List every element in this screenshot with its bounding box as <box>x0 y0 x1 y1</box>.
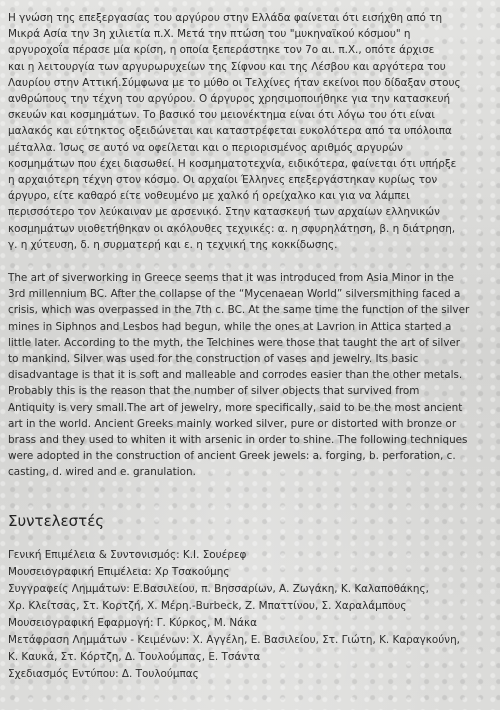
english-line: brass and they used to whiten it with arsenic in order to shine. The following techniques <box>8 434 468 447</box>
credit-line: Κ. Καυκά, Στ. Κόρτζη, Δ. Τουλούμπας, Ε. Τσάντα <box>8 651 261 663</box>
english-line: Antiquity is very small.The art of jewelry, more specifically, said to be the most ancient <box>8 401 463 414</box>
english-line: Probably this is the reason that the number of silver objects that survived from <box>8 385 420 398</box>
greek-line: Μικρά Ασία την 3η χιλιετία π.Χ. Μετά την πτώση του "μυκηναϊκού κόσμου" η <box>8 28 411 41</box>
greek-line: κοσμημάτων υιοθετήθηκαν οι ακόλουθες τεχνικές: α. η σφυρηλάτηση, β. η διάτρηση, <box>8 222 456 235</box>
english-line: were adopted in the construction of ancient Greek jewels: a. forging, b. perforation, c. <box>8 450 456 463</box>
english-line: little later. According to the myth, the Telchines were those that taught the art of silver <box>8 336 461 349</box>
credit-line: Σχεδιασμός Εντύπου: Δ. Τουλούμπας <box>8 668 199 680</box>
english-paragraph <box>8 270 492 481</box>
english-line: 3rd millennium BC. After the collapse of the “Mycenaean World” silversmithing faced a <box>8 288 461 301</box>
credit-line: Χρ. Κλείτσας, Στ. Κορτζή, Χ. Μέρη.-Burbeck, Ζ. Μπαττίνου, Σ. Χαραλάμπους <box>8 600 407 612</box>
credits-heading: Συντελεστές <box>8 512 105 530</box>
greek-line: και η λειτουργία των αργυρωρυχείων της Σίφνου και της Λέσβου και αργότερα του <box>8 60 446 73</box>
greek-line: Η γνώση της επεξεργασίας του αργύρου στην Ελλάδα φαίνεται ότι εισήχθη από τη <box>8 12 443 24</box>
credit-line: Γενική Επιμέλεια & Συντονισμός: Κ.Ι. Σουέρεφ <box>8 549 247 561</box>
credits-list <box>8 547 494 683</box>
english-line: The art of siverworking in Greece seems that it was introduced from Asia Minor in the <box>8 272 454 284</box>
credit-line: Μουσειογραφική Επιμέλεια: Χρ Τσακούμης <box>8 566 230 578</box>
greek-line: άργυρο, είτε καθαρό είτε νοθευμένο με χαλκό ή ορείχαλκο και για να λάμπει <box>8 190 410 203</box>
greek-line: σκευών και κοσμημάτων. Το βασικό του μειονέκτημα είναι ότι λόγω του ότι είναι <box>8 109 435 122</box>
greek-line: ανθρώπους την τέχνη του αργύρου. Ο άργυρος χρησιμοποιήθηκε για την κατασκευή <box>8 93 451 106</box>
greek-line: μαλακός και εύτηκτος οξειδώνεται και καταστρέφεται ευκολότερα από τα υπόλοιπα <box>8 125 452 138</box>
english-line: disadvantage is that it is soft and malleable and corrodes easier than the other metals. <box>8 369 463 382</box>
credit-line: Μουσειογραφική Εφαρμογή: Γ. Κύρκος, Μ. Νάκα <box>8 617 257 629</box>
english-line: crisis, which was overpassed in the 7th c. BC. At the same time the function of the silver <box>8 304 470 317</box>
greek-line: γ. η χύτευση, δ. η συρματερή και ε. η τεχνική της κοκκίδωσης. <box>8 238 338 251</box>
english-line: mines in Siphnos and Lesbos had begun, while the ones at Lavrion in Attica started a <box>8 320 452 333</box>
greek-line: Λαυρίου στην Αττική.Σύμφωνα με το μύθο οι Τελχίνες ήταν εκείνοι που δίδαξαν στους <box>8 76 461 89</box>
english-line: art in the world. Ancient Greeks mainly worked silver, pure or distorted with bronze or <box>8 417 457 430</box>
greek-line: η αρχαιότερη τέχνη στον κόσμο. Οι αρχαίοι Έλληνες επεξεργάστηκαν κυρίως τον <box>8 174 438 187</box>
greek-line: περισσότερο τον λεύκαιναν με αρσενικό. Στην κατασκευή των αρχαίων ελληνικών <box>8 206 440 219</box>
credit-line: Συγγραφείς Λημμάτων: Ε.Βασιλείου, π. Βησσαρίων, Α. Ζωγάκη, Κ. Καλαποθάκης, <box>8 583 429 595</box>
english-line: to mankind. Silver was used for the construction of vases and jewelry. Its basic <box>8 353 419 366</box>
english-line: casting, d. wired and e. granulation. <box>8 466 196 479</box>
greek-line: μέταλλα. Ίσως σε αυτό να οφείλεται και ο περιορισμένος αριθμός αργυρών <box>8 141 403 154</box>
greek-paragraph <box>8 10 492 253</box>
greek-line: κοσμημάτων που έχει διασωθεί. Η κοσμηματοτεχνία, ειδικότερα, φαίνεται ότι υπήρξε <box>8 157 457 170</box>
credit-line: Μετάφραση Λημμάτων - Κειμένων: Χ. Αγγέλη, Ε. Βασιλείου, Στ. Γιώτη, Κ. Καραγκούνη, <box>8 634 460 646</box>
greek-line: αργυροχοΐα πέρασε μία κρίση, η οποία ξεπεράστηκε τον 7ο αι. π.Χ., οπότε άρχισε <box>8 44 435 57</box>
